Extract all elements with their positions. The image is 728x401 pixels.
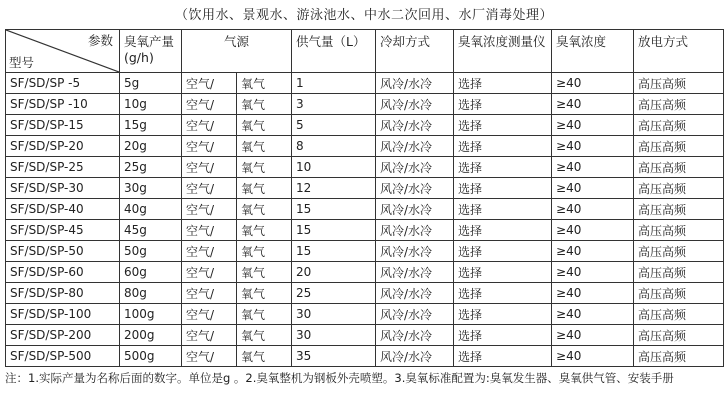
gas-air-cell: 空气/: [182, 178, 237, 199]
table-header-row: [6, 30, 724, 73]
concentration-cell: ≥40: [552, 304, 634, 325]
model-cell: SF/SD/SP-50: [6, 241, 120, 262]
gas-supply-cell: 30: [292, 304, 376, 325]
discharge-cell: 高压高频: [634, 241, 724, 262]
gas-air-cell: 空气/: [182, 220, 237, 241]
cooling-cell: 风冷/水冷: [376, 73, 454, 94]
gas-air-cell: 空气/: [182, 283, 237, 304]
gas-supply-cell: 12: [292, 178, 376, 199]
analyzer-cell: 选择: [454, 283, 552, 304]
gas-oxygen-cell: 氧气: [237, 199, 292, 220]
gas-supply-cell: 1: [292, 73, 376, 94]
header-ozone-output-label: 臭氧产量: [124, 34, 175, 49]
output-cell: 10g: [120, 94, 182, 115]
discharge-cell: 高压高频: [634, 73, 724, 94]
cooling-cell: 风冷/水冷: [376, 199, 454, 220]
gas-supply-cell: 8: [292, 136, 376, 157]
spec-table: [5, 29, 724, 367]
analyzer-cell: 选择: [454, 325, 552, 346]
concentration-cell: ≥40: [552, 220, 634, 241]
discharge-cell: 高压高频: [634, 136, 724, 157]
gas-air-cell: 空气/: [182, 73, 237, 94]
header-ozone-output: [120, 30, 182, 73]
discharge-cell: 高压高频: [634, 199, 724, 220]
concentration-cell: ≥40: [552, 178, 634, 199]
discharge-cell: 高压高频: [634, 220, 724, 241]
cooling-cell: 风冷/水冷: [376, 115, 454, 136]
spec-table-body: [6, 30, 724, 367]
concentration-cell: ≥40: [552, 325, 634, 346]
concentration-cell: ≥40: [552, 73, 634, 94]
concentration-cell: ≥40: [552, 346, 634, 367]
discharge-cell: 高压高频: [634, 304, 724, 325]
gas-air-cell: 空气/: [182, 241, 237, 262]
concentration-cell: ≥40: [552, 199, 634, 220]
gas-oxygen-cell: 氧气: [237, 115, 292, 136]
cooling-cell: 风冷/水冷: [376, 220, 454, 241]
gas-air-cell: 空气/: [182, 262, 237, 283]
header-discharge: 放电方式: [634, 30, 724, 73]
discharge-cell: 高压高频: [634, 325, 724, 346]
cooling-cell: 风冷/水冷: [376, 346, 454, 367]
table-row: [6, 94, 724, 115]
output-cell: 100g: [120, 304, 182, 325]
discharge-cell: 高压高频: [634, 262, 724, 283]
table-row: [6, 241, 724, 262]
gas-oxygen-cell: 氧气: [237, 241, 292, 262]
table-row: [6, 178, 724, 199]
table-row: [6, 325, 724, 346]
gas-supply-cell: 15: [292, 220, 376, 241]
gas-oxygen-cell: 氧气: [237, 283, 292, 304]
gas-supply-cell: 3: [292, 94, 376, 115]
gas-oxygen-cell: 氧气: [237, 94, 292, 115]
gas-oxygen-cell: 氧气: [237, 73, 292, 94]
discharge-cell: 高压高频: [634, 94, 724, 115]
model-cell: SF/SD/SP-40: [6, 199, 120, 220]
concentration-cell: ≥40: [552, 136, 634, 157]
model-cell: SF/SD/SP-30: [6, 178, 120, 199]
analyzer-cell: 选择: [454, 199, 552, 220]
analyzer-cell: 选择: [454, 220, 552, 241]
model-cell: SF/SD/SP-200: [6, 325, 120, 346]
gas-supply-cell: 15: [292, 199, 376, 220]
corner-header-cell: [6, 30, 120, 73]
output-cell: 50g: [120, 241, 182, 262]
output-cell: 20g: [120, 136, 182, 157]
cooling-cell: 风冷/水冷: [376, 304, 454, 325]
gas-supply-cell: 30: [292, 325, 376, 346]
gas-air-cell: 空气/: [182, 136, 237, 157]
output-cell: 80g: [120, 283, 182, 304]
output-cell: 60g: [120, 262, 182, 283]
model-cell: SF/SD/SP-20: [6, 136, 120, 157]
cooling-cell: 风冷/水冷: [376, 283, 454, 304]
gas-supply-cell: 10: [292, 157, 376, 178]
model-cell: SF/SD/SP-60: [6, 262, 120, 283]
gas-supply-cell: 20: [292, 262, 376, 283]
table-row: [6, 346, 724, 367]
model-cell: SF/SD/SP -5: [6, 73, 120, 94]
table-row: [6, 283, 724, 304]
analyzer-cell: 选择: [454, 241, 552, 262]
concentration-cell: ≥40: [552, 241, 634, 262]
output-cell: 200g: [120, 325, 182, 346]
cooling-cell: 风冷/水冷: [376, 178, 454, 199]
discharge-cell: 高压高频: [634, 283, 724, 304]
output-cell: 5g: [120, 73, 182, 94]
table-row: [6, 262, 724, 283]
header-param-label: 参数: [87, 33, 113, 48]
gas-supply-cell: 5: [292, 115, 376, 136]
discharge-cell: 高压高频: [634, 157, 724, 178]
concentration-cell: ≥40: [552, 94, 634, 115]
cooling-cell: 风冷/水冷: [376, 241, 454, 262]
discharge-cell: 高压高频: [634, 178, 724, 199]
footnote: 注：1.实际产量为名称后面的数字。单位是g 。2.臭氧整机为钢板外壳喷塑。3.臭氧标准配置为:臭氧发生器、臭氧供气管、安装手册: [5, 371, 674, 385]
table-row: [6, 73, 724, 94]
gas-oxygen-cell: 氧气: [237, 178, 292, 199]
header-ozone-output-unit: (g/h): [124, 50, 154, 65]
cooling-cell: 风冷/水冷: [376, 157, 454, 178]
analyzer-cell: 选择: [454, 136, 552, 157]
output-cell: 15g: [120, 115, 182, 136]
gas-air-cell: 空气/: [182, 199, 237, 220]
gas-oxygen-cell: 氧气: [237, 157, 292, 178]
table-row: [6, 220, 724, 241]
model-cell: SF/SD/SP-80: [6, 283, 120, 304]
header-cooling: 冷却方式: [376, 30, 454, 73]
discharge-cell: 高压高频: [634, 346, 724, 367]
output-cell: 500g: [120, 346, 182, 367]
concentration-cell: ≥40: [552, 157, 634, 178]
model-cell: SF/SD/SP-100: [6, 304, 120, 325]
analyzer-cell: 选择: [454, 178, 552, 199]
gas-oxygen-cell: 氧气: [237, 136, 292, 157]
cooling-cell: 风冷/水冷: [376, 262, 454, 283]
gas-air-cell: 空气/: [182, 115, 237, 136]
table-row: [6, 136, 724, 157]
cooling-cell: 风冷/水冷: [376, 94, 454, 115]
analyzer-cell: 选择: [454, 304, 552, 325]
table-row: [6, 157, 724, 178]
model-cell: SF/SD/SP-15: [6, 115, 120, 136]
header-analyzer: 臭氧浓度测量仪: [454, 30, 552, 73]
table-row: [6, 115, 724, 136]
page-subtitle: （饮用水、景观水、游泳池水、中水二次回用、水厂消毒处理）: [174, 8, 553, 23]
gas-air-cell: 空气/: [182, 157, 237, 178]
gas-supply-cell: 15: [292, 241, 376, 262]
analyzer-cell: 选择: [454, 262, 552, 283]
gas-air-cell: 空气/: [182, 304, 237, 325]
header-concentration: 臭氧浓度: [552, 30, 634, 73]
gas-oxygen-cell: 氧气: [237, 325, 292, 346]
analyzer-cell: 选择: [454, 94, 552, 115]
gas-oxygen-cell: 氧气: [237, 262, 292, 283]
output-cell: 40g: [120, 199, 182, 220]
model-cell: SF/SD/SP -10: [6, 94, 120, 115]
gas-supply-cell: 25: [292, 283, 376, 304]
gas-oxygen-cell: 氧气: [237, 304, 292, 325]
cooling-cell: 风冷/水冷: [376, 325, 454, 346]
gas-oxygen-cell: 氧气: [237, 220, 292, 241]
analyzer-cell: 选择: [454, 157, 552, 178]
gas-supply-cell: 35: [292, 346, 376, 367]
concentration-cell: ≥40: [552, 262, 634, 283]
header-gas-source: 气源: [182, 30, 292, 73]
gas-air-cell: 空气/: [182, 325, 237, 346]
cooling-cell: 风冷/水冷: [376, 136, 454, 157]
analyzer-cell: 选择: [454, 73, 552, 94]
model-cell: SF/SD/SP-500: [6, 346, 120, 367]
table-row: [6, 199, 724, 220]
gas-air-cell: 空气/: [182, 346, 237, 367]
model-cell: SF/SD/SP-45: [6, 220, 120, 241]
concentration-cell: ≥40: [552, 283, 634, 304]
gas-oxygen-cell: 氧气: [237, 346, 292, 367]
gas-air-cell: 空气/: [182, 94, 237, 115]
model-cell: SF/SD/SP-25: [6, 157, 120, 178]
table-row: [6, 304, 724, 325]
output-cell: 45g: [120, 220, 182, 241]
header-gas-supply: 供气量（L）: [292, 30, 376, 73]
analyzer-cell: 选择: [454, 346, 552, 367]
analyzer-cell: 选择: [454, 115, 552, 136]
concentration-cell: ≥40: [552, 115, 634, 136]
output-cell: 30g: [120, 178, 182, 199]
discharge-cell: 高压高频: [634, 115, 724, 136]
header-model-label: 型号: [9, 55, 35, 70]
output-cell: 25g: [120, 157, 182, 178]
